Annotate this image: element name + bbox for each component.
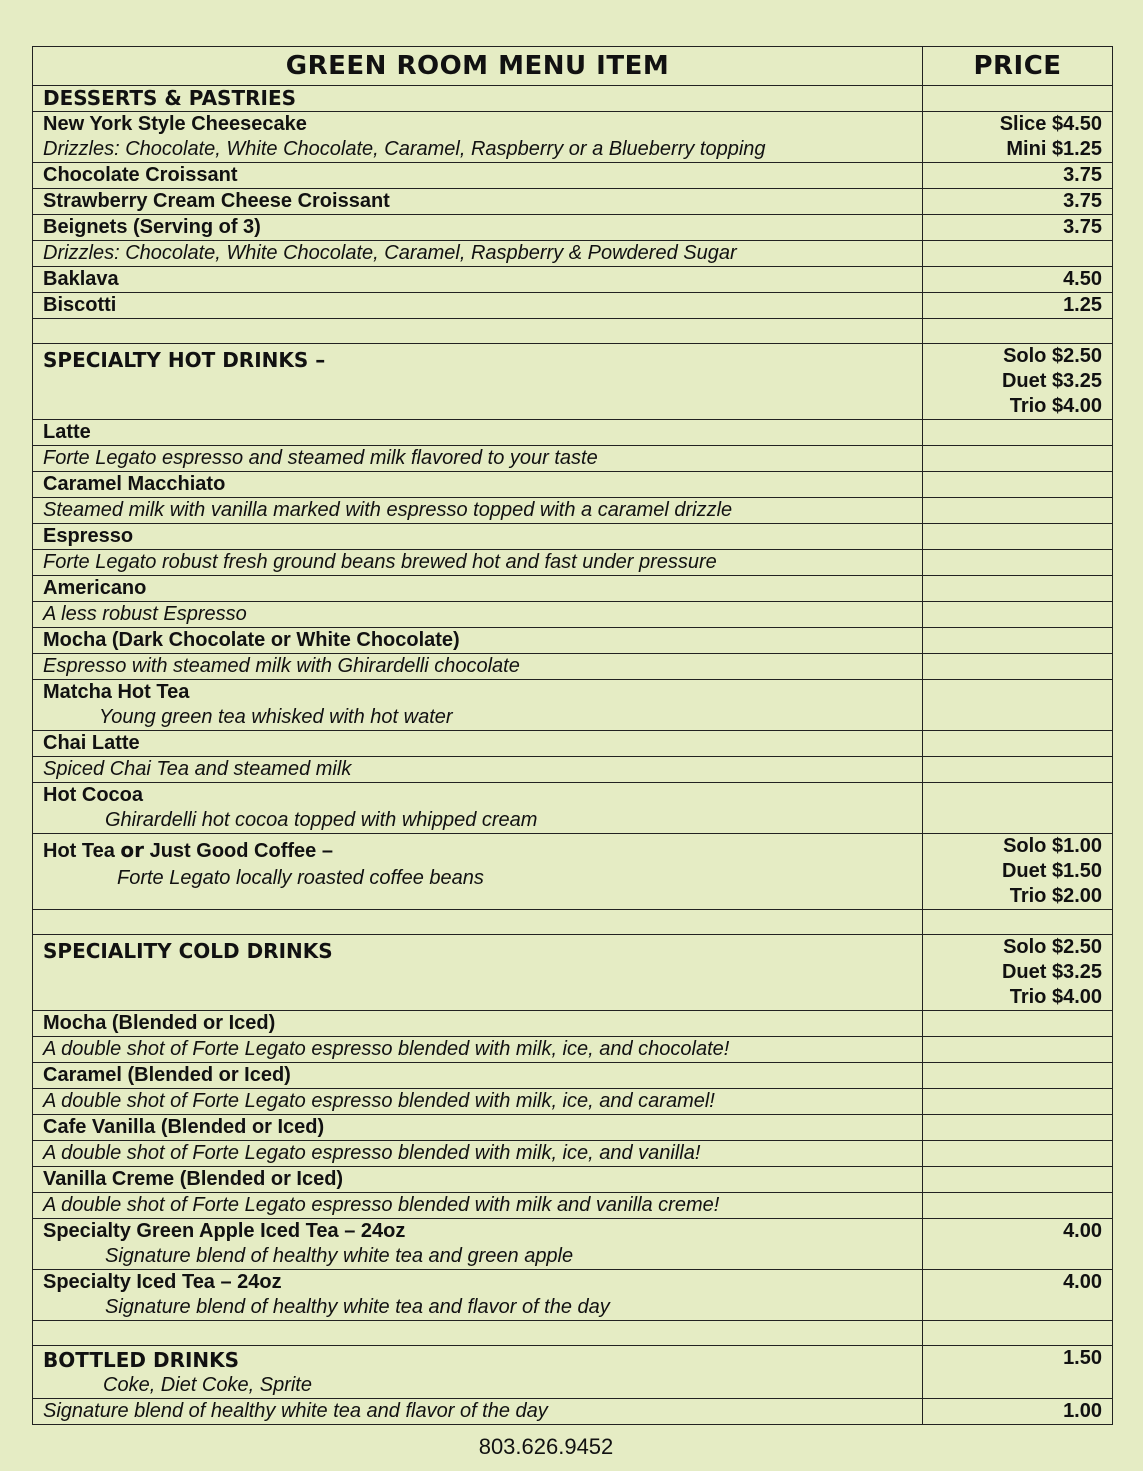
item-description: Ghirardelli hot cocoa topped with whipped cream bbox=[105, 809, 538, 831]
section-title-hot-drinks: SPECIALTY HOT DRINKS – bbox=[43, 348, 326, 372]
menu-item-row bbox=[33, 1167, 1113, 1193]
item-name: Beignets (Serving of 3) bbox=[43, 216, 261, 238]
item-name: Specialty Green Apple Iced Tea – 24oz bbox=[43, 1220, 406, 1242]
item-price: 4.50 bbox=[923, 267, 1113, 293]
section-row bbox=[33, 935, 1113, 1011]
item-name: Hot Cocoa bbox=[43, 784, 143, 806]
menu-item-row bbox=[33, 628, 1113, 654]
item-name: Vanilla Creme (Blended or Iced) bbox=[43, 1168, 344, 1190]
menu-item-row bbox=[33, 1270, 1113, 1321]
menu-item-row bbox=[33, 576, 1113, 602]
description-row bbox=[33, 1193, 1113, 1219]
item-price: 3.75 bbox=[923, 189, 1113, 215]
section-title-bottled-drinks: BOTTLED DRINKS bbox=[43, 1348, 240, 1372]
description-row bbox=[33, 1399, 1113, 1425]
spacer-row bbox=[33, 1321, 1113, 1346]
item-description: A double shot of Forte Legato espresso blended with milk, ice, and vanilla! bbox=[43, 1142, 701, 1164]
price-tier: Duet $1.50 bbox=[1001, 860, 1102, 882]
item-price: 1.50 bbox=[923, 1346, 1113, 1399]
description-row bbox=[33, 241, 1113, 267]
item-description: Spiced Chai Tea and steamed milk bbox=[43, 758, 352, 780]
menu-item-row bbox=[33, 293, 1113, 319]
menu-item-row bbox=[33, 215, 1113, 241]
item-name: Matcha Hot Tea bbox=[43, 681, 190, 703]
description-row bbox=[33, 602, 1113, 628]
item-description: Forte Legato espresso and steamed milk flavored to your taste bbox=[43, 447, 598, 469]
section-row bbox=[33, 1346, 1113, 1399]
price-tier: Trio $4.00 bbox=[1009, 395, 1102, 417]
menu-item-row bbox=[33, 524, 1113, 550]
description-row bbox=[33, 446, 1113, 472]
price-tier: Duet $3.25 bbox=[1001, 370, 1102, 392]
item-name: New York Style Cheesecake bbox=[43, 113, 307, 135]
item-name: Strawberry Cream Cheese Croissant bbox=[43, 190, 390, 212]
description-row bbox=[33, 1141, 1113, 1167]
item-description: Signature blend of healthy white tea and flavor of the day bbox=[43, 1400, 548, 1422]
description-row bbox=[33, 498, 1113, 524]
menu-item-row bbox=[33, 1063, 1113, 1089]
menu-item-row bbox=[33, 834, 1113, 910]
item-description: Espresso with steamed milk with Ghirardelli chocolate bbox=[43, 655, 520, 677]
description-row bbox=[33, 654, 1113, 680]
item-name: Americano bbox=[43, 577, 147, 599]
description-row bbox=[33, 550, 1113, 576]
menu-item-row bbox=[33, 267, 1113, 293]
item-description: Forte Legato robust fresh ground beans brewed hot and fast under pressure bbox=[43, 551, 717, 573]
item-column-header: GREEN ROOM MENU ITEM bbox=[33, 47, 923, 86]
item-price: 1.00 bbox=[923, 1399, 1113, 1425]
item-name-part: Just Good Coffee – bbox=[149, 840, 333, 862]
price-tier: Trio $2.00 bbox=[1009, 885, 1102, 907]
item-name: Cafe Vanilla (Blended or Iced) bbox=[43, 1116, 325, 1138]
item-description: A double shot of Forte Legato espresso blended with milk and vanilla creme! bbox=[43, 1194, 720, 1216]
item-price: Slice $4.50 bbox=[999, 113, 1102, 135]
item-description: Drizzles: Chocolate, White Chocolate, Caramel, Raspberry & Powdered Sugar bbox=[43, 242, 737, 264]
section-row bbox=[33, 344, 1113, 420]
table-header-row bbox=[33, 47, 1113, 86]
item-name bbox=[43, 838, 912, 864]
phone-number: 803.626.9452 bbox=[478, 1434, 614, 1459]
menu-item-row bbox=[33, 112, 1113, 163]
section-row bbox=[33, 86, 1113, 112]
item-price: Mini $1.25 bbox=[1006, 138, 1102, 160]
description-row bbox=[33, 1037, 1113, 1063]
menu-table bbox=[32, 46, 1113, 1425]
item-name: Latte bbox=[43, 421, 91, 443]
price-tier: Solo $2.50 bbox=[1003, 936, 1102, 958]
menu-item-row bbox=[33, 163, 1113, 189]
item-price: 3.75 bbox=[923, 163, 1113, 189]
item-name-or: or bbox=[120, 838, 145, 862]
menu-item-row bbox=[33, 420, 1113, 446]
menu-item-row bbox=[33, 1219, 1113, 1270]
description-row bbox=[33, 757, 1113, 783]
item-description: Drizzles: Chocolate, White Chocolate, Caramel, Raspberry or a Blueberry topping bbox=[43, 138, 766, 160]
price-column-header: PRICE bbox=[923, 47, 1113, 86]
menu-item-row bbox=[33, 189, 1113, 215]
menu-item-row bbox=[33, 783, 1113, 834]
item-name: Chai Latte bbox=[43, 732, 140, 754]
item-name: Baklava bbox=[43, 268, 119, 290]
item-description: A double shot of Forte Legato espresso blended with milk, ice, and caramel! bbox=[43, 1090, 715, 1112]
item-description: Forte Legato locally roasted coffee beans bbox=[117, 867, 484, 889]
section-title-desserts: DESSERTS & PASTRIES bbox=[43, 86, 297, 110]
item-description: Coke, Diet Coke, Sprite bbox=[103, 1374, 312, 1396]
item-description: A double shot of Forte Legato espresso blended with milk, ice, and chocolate! bbox=[43, 1038, 730, 1060]
item-price: 3.75 bbox=[923, 215, 1113, 241]
price-tier: Solo $2.50 bbox=[1003, 345, 1102, 367]
item-description: Signature blend of healthy white tea and green apple bbox=[105, 1245, 574, 1267]
price-tier: Duet $3.25 bbox=[1001, 961, 1102, 983]
menu-item-row bbox=[33, 1011, 1113, 1037]
item-name: Specialty Iced Tea – 24oz bbox=[43, 1271, 282, 1293]
item-description: Signature blend of healthy white tea and flavor of the day bbox=[105, 1296, 610, 1318]
spacer-row bbox=[33, 910, 1113, 935]
item-name-part: Hot Tea bbox=[43, 840, 115, 862]
menu-item-row bbox=[33, 472, 1113, 498]
section-title-cold-drinks: SPECIALITY COLD DRINKS bbox=[43, 939, 333, 963]
item-name: Mocha (Blended or Iced) bbox=[43, 1012, 276, 1034]
spacer-row bbox=[33, 319, 1113, 344]
item-name: Biscotti bbox=[43, 294, 117, 316]
item-name: Caramel Macchiato bbox=[43, 473, 226, 495]
item-name: Chocolate Croissant bbox=[43, 164, 238, 186]
menu-item-row bbox=[33, 731, 1113, 757]
item-price: 1.25 bbox=[923, 293, 1113, 319]
description-row bbox=[33, 1089, 1113, 1115]
menu-item-row bbox=[33, 1115, 1113, 1141]
item-price: 4.00 bbox=[923, 1270, 1113, 1321]
item-description: Young green tea whisked with hot water bbox=[99, 706, 453, 728]
item-name: Caramel (Blended or Iced) bbox=[43, 1064, 291, 1086]
item-description: A less robust Espresso bbox=[43, 603, 247, 625]
item-price: 4.00 bbox=[923, 1219, 1113, 1270]
item-name: Mocha (Dark Chocolate or White Chocolate) bbox=[43, 629, 460, 651]
price-tier: Solo $1.00 bbox=[1003, 835, 1102, 857]
price-tier: Trio $4.00 bbox=[1009, 986, 1102, 1008]
item-description: Steamed milk with vanilla marked with espresso topped with a caramel drizzle bbox=[43, 499, 733, 521]
item-name: Espresso bbox=[43, 525, 134, 547]
menu-item-row bbox=[33, 680, 1113, 731]
